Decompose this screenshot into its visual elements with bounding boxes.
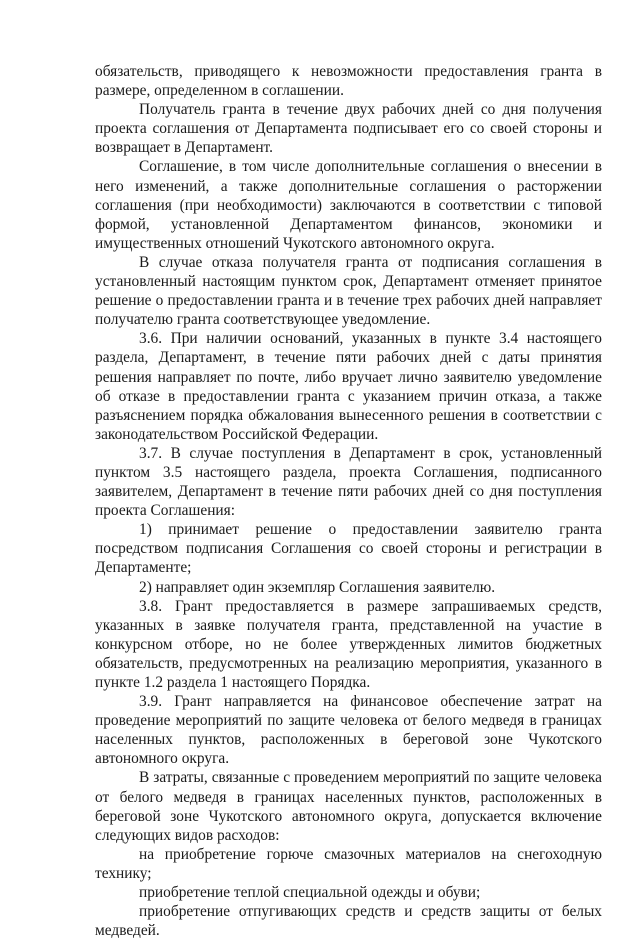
expense-item-fuel: на приобретение горюче смазочных материалов на снегоходную технику; <box>95 845 602 882</box>
document-body <box>95 62 602 940</box>
expense-item-clothing: приобретение теплой специальной одежды и обуви; <box>139 884 481 902</box>
paragraph-1: обязательств, приводящего к невозможности предоставления гранта в размере, определенном в соглашении. <box>95 63 602 100</box>
paragraph-3-7: 3.7. В случае поступления в Департамент в срок, установленный пунктом 3.5 настоящего раздела, проекта Соглашения, подписанного заявителем, Департамент в течение пяти рабочих дней со дня поступления проекта Соглашения: <box>95 444 602 520</box>
expense-item-deterrents: приобретение отпугивающих средств и средств защиты от белых медведей. <box>95 903 602 940</box>
list-item-1: 1) принимает решение о предоставлении заявителю гранта посредством подписания Соглашения со своей стороны и регистрации в Департаменте; <box>95 521 602 577</box>
list-item-2: 2) направляет один экземпляр Соглашения заявителю. <box>139 578 496 596</box>
paragraph-3-6: 3.6. При наличии оснований, указанных в пункте 3.4 настоящего раздела, Департамент, в течение пяти рабочих дней с даты принятия решения направляет по почте, либо вручает лично заявителю уведомление об отказе в предоставлении гранта с указанием причин отказа, а также разъяснением порядка обжалования вынесенного решения в соответствии с законодательством Российской Федерации. <box>95 330 602 443</box>
paragraph-3-8: 3.8. Грант предоставляется в размере запрашиваемых средств, указанных в заявке получателя гранта, представленной на участие в конкурсном отборе, но не более утвержденных лимитов бюджетных обязательств, предусмотренных на реализацию мероприятия, указанного в пункте 1.2 раздела 1 настоящего Порядка. <box>95 597 602 691</box>
paragraph-expenses: В затраты, связанные с проведением мероприятий по защите человека от белого медведя в границах населенных пунктов, расположенных в береговой зоне Чукотского автономного округа, допускается включение следующих видов расходов: <box>95 769 602 844</box>
paragraph-2: Получатель гранта в течение двух рабочих дней со дня получения проекта соглашения от Департамента подписывает его со своей стороны и возвращает в Департамент. <box>95 101 602 157</box>
paragraph-4: В случае отказа получателя гранта от подписания соглашения в установленный настоящим пунктом срок, Департамент отменяет принятое решение о предоставлении гранта и в течение трех рабочих дней направляет получателю гранта соответствующее уведомление. <box>95 253 602 329</box>
paragraph-3: Соглашение, в том числе дополнительные соглашения о внесении в него изменений, а также дополнительные соглашения о расторжении соглашения (при необходимости) заключаются в соответствии с типовой формой, установленной Департаментом финансов, экономики и имущественных отношений Чукотского автономного округа. <box>95 158 602 252</box>
paragraph-3-9: 3.9. Грант направляется на финансовое обеспечение затрат на проведение мероприятий по защите человека от белого медведя в границах населенных пунктов, расположенных в береговой зоне Чукотского автономного округа. <box>95 693 602 768</box>
